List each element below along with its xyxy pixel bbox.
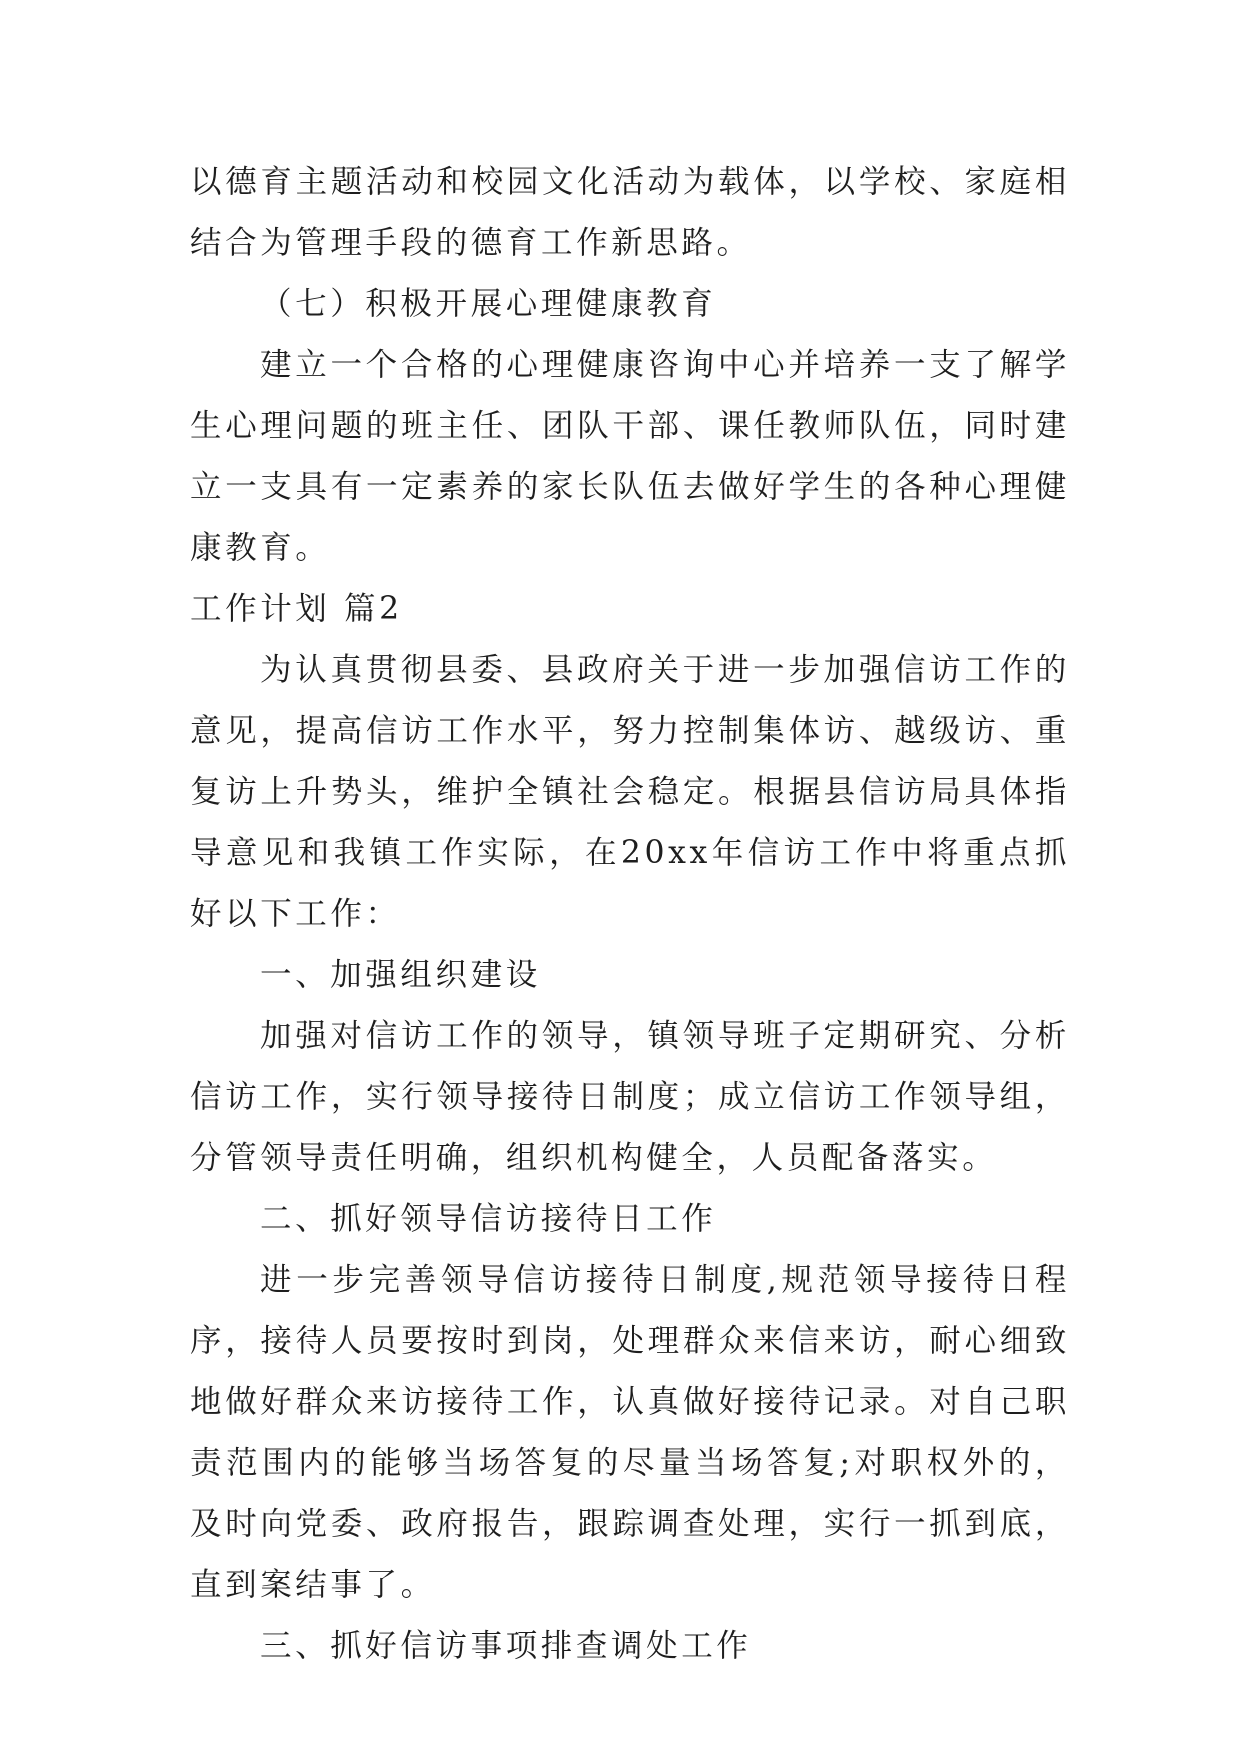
heading-organization: 一、加强组织建设 [260, 957, 541, 993]
paragraph-intro: 为认真贯彻县委、县政府关于进一步加强信访工作的意见，提高信访工作水平，努力控制集体访、越级访、重复访上升势头，维护全镇社会稳定。根据县信访局具体指导意见和我镇工作实际，在20xx年信访工作中将重点抓好以下工作： [190, 652, 1070, 932]
heading-reception-day: 二、抓好领导信访接待日工作 [260, 1201, 717, 1237]
paragraph-organization: 加强对信访工作的领导，镇领导班子定期研究、分析信访工作，实行领导接待日制度；成立信访工作领导组，分管领导责任明确，组织机构健全，人员配备落实。 [190, 1018, 1070, 1176]
paragraph-reception-day: 进一步完善领导信访接待日制度,规范领导接待日程序，接待人员要按时到岗，处理群众来信来访，耐心细致地做好群众来访接待工作，认真做好接待记录。对自己职责范围内的能够当场答复的尽量当场答复;对职权外的，及时向党委、政府报告，跟踪调查处理，实行一抓到底，直到案结事了。 [190, 1262, 1070, 1603]
document-body [190, 152, 1070, 1677]
paragraph-continued: 以德育主题活动和校园文化活动为载体，以学校、家庭相结合为管理手段的德育工作新思路。 [190, 164, 1070, 261]
heading-mental-health: （七）积极开展心理健康教育 [260, 286, 717, 322]
heading-investigation: 三、抓好信访事项排查调处工作 [260, 1628, 752, 1664]
section-title: 工作计划 篇2 [190, 591, 403, 627]
paragraph-mental-health: 建立一个合格的心理健康咨询中心并培养一支了解学生心理问题的班主任、团队干部、课任教师队伍，同时建立一支具有一定素养的家长队伍去做好学生的各种心理健康教育。 [190, 347, 1070, 566]
